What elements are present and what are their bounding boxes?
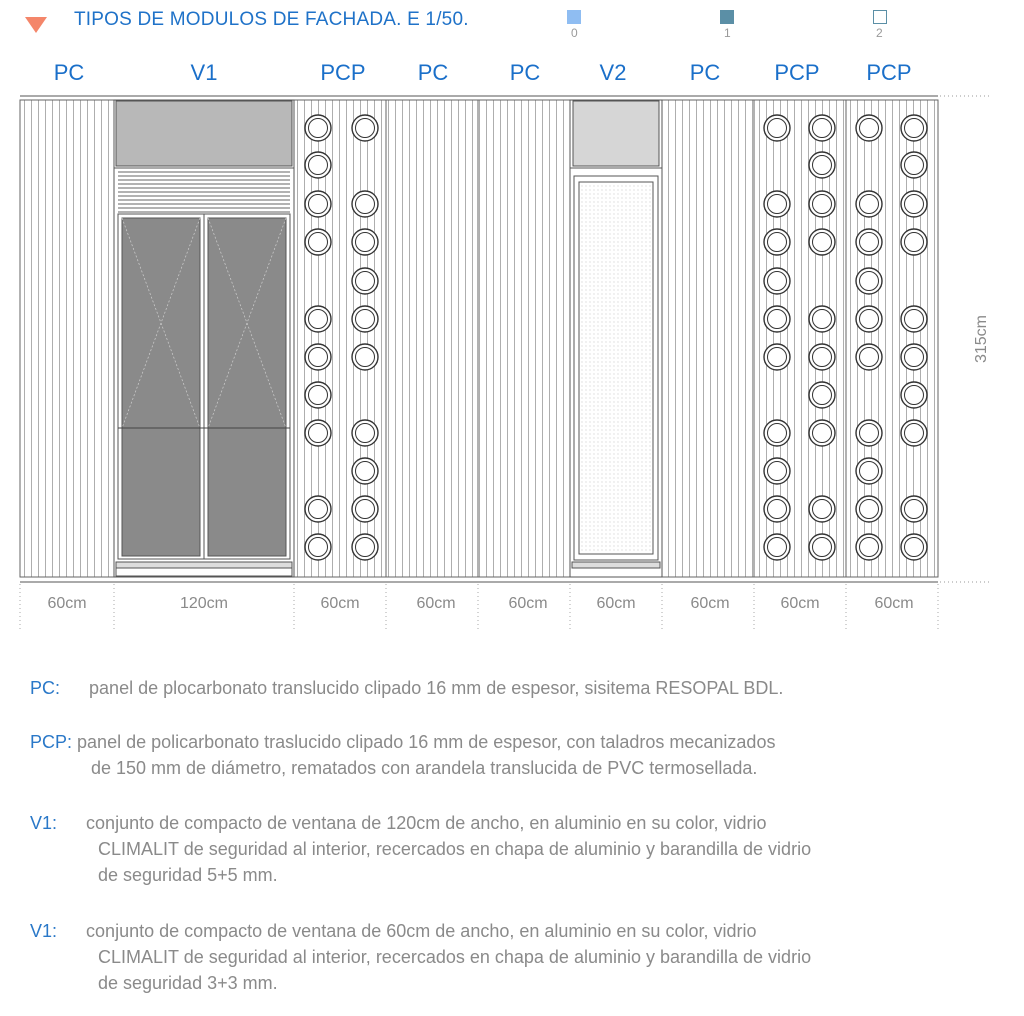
drill-hole-inner bbox=[905, 386, 924, 405]
drill-hole-inner bbox=[356, 119, 375, 138]
legend-v1-b-line-1: conjunto de compacto de ventana de 60cm de ancho, en aluminio en su color, vidrio bbox=[86, 921, 757, 941]
swatch-2-label: 2 bbox=[876, 26, 883, 40]
drill-hole-inner bbox=[813, 424, 832, 443]
dim-v2: 60cm bbox=[596, 595, 636, 612]
drill-hole-inner bbox=[860, 233, 879, 252]
legend-v1-b-code: V1: bbox=[30, 921, 58, 941]
drill-hole-inner bbox=[860, 119, 879, 138]
drill-hole-inner bbox=[768, 500, 787, 519]
drill-hole-inner bbox=[309, 538, 328, 557]
window-v2 bbox=[570, 100, 662, 577]
module-label-pcp-2: PCP bbox=[774, 60, 820, 85]
drill-hole-inner bbox=[309, 119, 328, 138]
drill-hole-inner bbox=[356, 500, 375, 519]
module-label-v1: V1 bbox=[190, 60, 218, 85]
swatch-1-label: 1 bbox=[724, 26, 731, 40]
panel-pc-2 bbox=[386, 100, 478, 577]
legend-pcp-code: PCP: bbox=[30, 732, 73, 752]
drill-hole-inner bbox=[905, 195, 924, 214]
drill-hole-inner bbox=[813, 348, 832, 367]
legend-v1-a bbox=[30, 810, 811, 888]
legend-pcp bbox=[30, 729, 775, 781]
module-label-pc-2: PC bbox=[417, 60, 449, 85]
panel-pc-4 bbox=[662, 100, 754, 577]
drill-hole-inner bbox=[356, 310, 375, 329]
legend-pc-line-1: panel de plocarbonato translucido clipado 16 mm de espesor, sisitema RESOPAL BDL. bbox=[89, 678, 784, 698]
legend-v1-b-line-3: de seguridad 3+3 mm. bbox=[98, 973, 278, 993]
drill-hole-inner bbox=[356, 462, 375, 481]
drill-hole-inner bbox=[768, 310, 787, 329]
module-label-pcp-3: PCP bbox=[866, 60, 912, 85]
module-label-pc-1: PC bbox=[53, 60, 85, 85]
legend-pc bbox=[30, 675, 783, 701]
drill-hole-inner bbox=[768, 233, 787, 252]
drill-hole-inner bbox=[860, 272, 879, 291]
dim-pc-1: 60cm bbox=[47, 595, 87, 612]
drawing-title: TIPOS DE MODULOS DE FACHADA. E 1/50. bbox=[74, 9, 469, 30]
window-v1 bbox=[114, 100, 294, 577]
drill-hole-inner bbox=[813, 538, 832, 557]
drill-hole-inner bbox=[860, 462, 879, 481]
drill-hole-inner bbox=[356, 233, 375, 252]
drill-hole-inner bbox=[905, 233, 924, 252]
legend-v1-a-line-2: CLIMALIT de seguridad al interior, recercados en chapa de aluminio y barandilla de vidrio bbox=[98, 839, 812, 859]
drill-hole-inner bbox=[309, 195, 328, 214]
drill-hole-inner bbox=[768, 272, 787, 291]
drill-hole-inner bbox=[356, 348, 375, 367]
drill-hole-inner bbox=[356, 424, 375, 443]
drill-hole-inner bbox=[905, 348, 924, 367]
dim-pcp-2: 60cm bbox=[780, 595, 820, 612]
drill-hole-inner bbox=[813, 119, 832, 138]
module-label-v2: V2 bbox=[599, 60, 627, 85]
dim-height: 315cm bbox=[973, 314, 990, 364]
drill-hole-inner bbox=[813, 386, 832, 405]
legend-pcp-line-2: de 150 mm de diámetro, rematados con arandela translucida de PVC termosellada. bbox=[91, 758, 758, 778]
drill-hole-inner bbox=[309, 348, 328, 367]
drill-hole-inner bbox=[309, 424, 328, 443]
drill-hole-inner bbox=[905, 424, 924, 443]
drill-hole-inner bbox=[813, 500, 832, 519]
drill-hole-inner bbox=[813, 233, 832, 252]
drill-hole-inner bbox=[768, 462, 787, 481]
legend-v1-a-line-3: de seguridad 5+5 mm. bbox=[98, 865, 278, 885]
drill-hole-inner bbox=[309, 156, 328, 175]
panel-pc-3 bbox=[478, 100, 570, 577]
drill-hole-inner bbox=[768, 538, 787, 557]
dim-pcp-3: 60cm bbox=[874, 595, 914, 612]
module-label-pcp-1: PCP bbox=[320, 60, 366, 85]
dim-pc-2: 60cm bbox=[416, 595, 456, 612]
drill-hole-inner bbox=[768, 119, 787, 138]
drill-hole-inner bbox=[905, 310, 924, 329]
drill-hole-inner bbox=[860, 310, 879, 329]
drill-hole-inner bbox=[356, 538, 375, 557]
drill-hole-inner bbox=[905, 538, 924, 557]
dim-pc-4: 60cm bbox=[690, 595, 730, 612]
legend-v1-a-code: V1: bbox=[30, 813, 58, 833]
module-label-pc-3: PC bbox=[509, 60, 541, 85]
drill-hole-inner bbox=[768, 348, 787, 367]
dim-v1: 120cm bbox=[179, 595, 229, 612]
drill-hole-inner bbox=[768, 195, 787, 214]
drill-hole-inner bbox=[860, 424, 879, 443]
legend-v1-b-line-2: CLIMALIT de seguridad al interior, recercados en chapa de aluminio y barandilla de vidrio bbox=[98, 947, 812, 967]
drill-hole-inner bbox=[860, 348, 879, 367]
drill-hole-inner bbox=[813, 156, 832, 175]
swatch-0-label: 0 bbox=[571, 26, 578, 40]
drill-hole-inner bbox=[813, 195, 832, 214]
drill-hole-inner bbox=[860, 538, 879, 557]
module-label-pc-4: PC bbox=[689, 60, 721, 85]
drill-hole-inner bbox=[860, 195, 879, 214]
dim-pcp-1: 60cm bbox=[320, 595, 360, 612]
drill-hole-inner bbox=[860, 500, 879, 519]
dim-pc-3: 60cm bbox=[508, 595, 548, 612]
drill-hole-inner bbox=[309, 310, 328, 329]
drill-hole-inner bbox=[905, 119, 924, 138]
drill-hole-inner bbox=[309, 386, 328, 405]
drill-hole-inner bbox=[768, 424, 787, 443]
drill-hole-inner bbox=[356, 272, 375, 291]
drill-hole-inner bbox=[309, 500, 328, 519]
legend-v1-b bbox=[30, 918, 811, 996]
drill-hole-inner bbox=[813, 310, 832, 329]
drill-hole-inner bbox=[905, 500, 924, 519]
drill-hole-inner bbox=[905, 156, 924, 175]
drill-hole-inner bbox=[309, 233, 328, 252]
panel-pc-1 bbox=[20, 100, 114, 577]
drill-hole-inner bbox=[356, 195, 375, 214]
legend-pcp-line-1: panel de policarbonato traslucido clipado 16 mm de espesor, con taladros mecanizados bbox=[77, 732, 776, 752]
legend-pc-code: PC: bbox=[30, 678, 61, 698]
legend-v1-a-line-1: conjunto de compacto de ventana de 120cm de ancho, en aluminio en su color, vidrio bbox=[86, 813, 767, 833]
